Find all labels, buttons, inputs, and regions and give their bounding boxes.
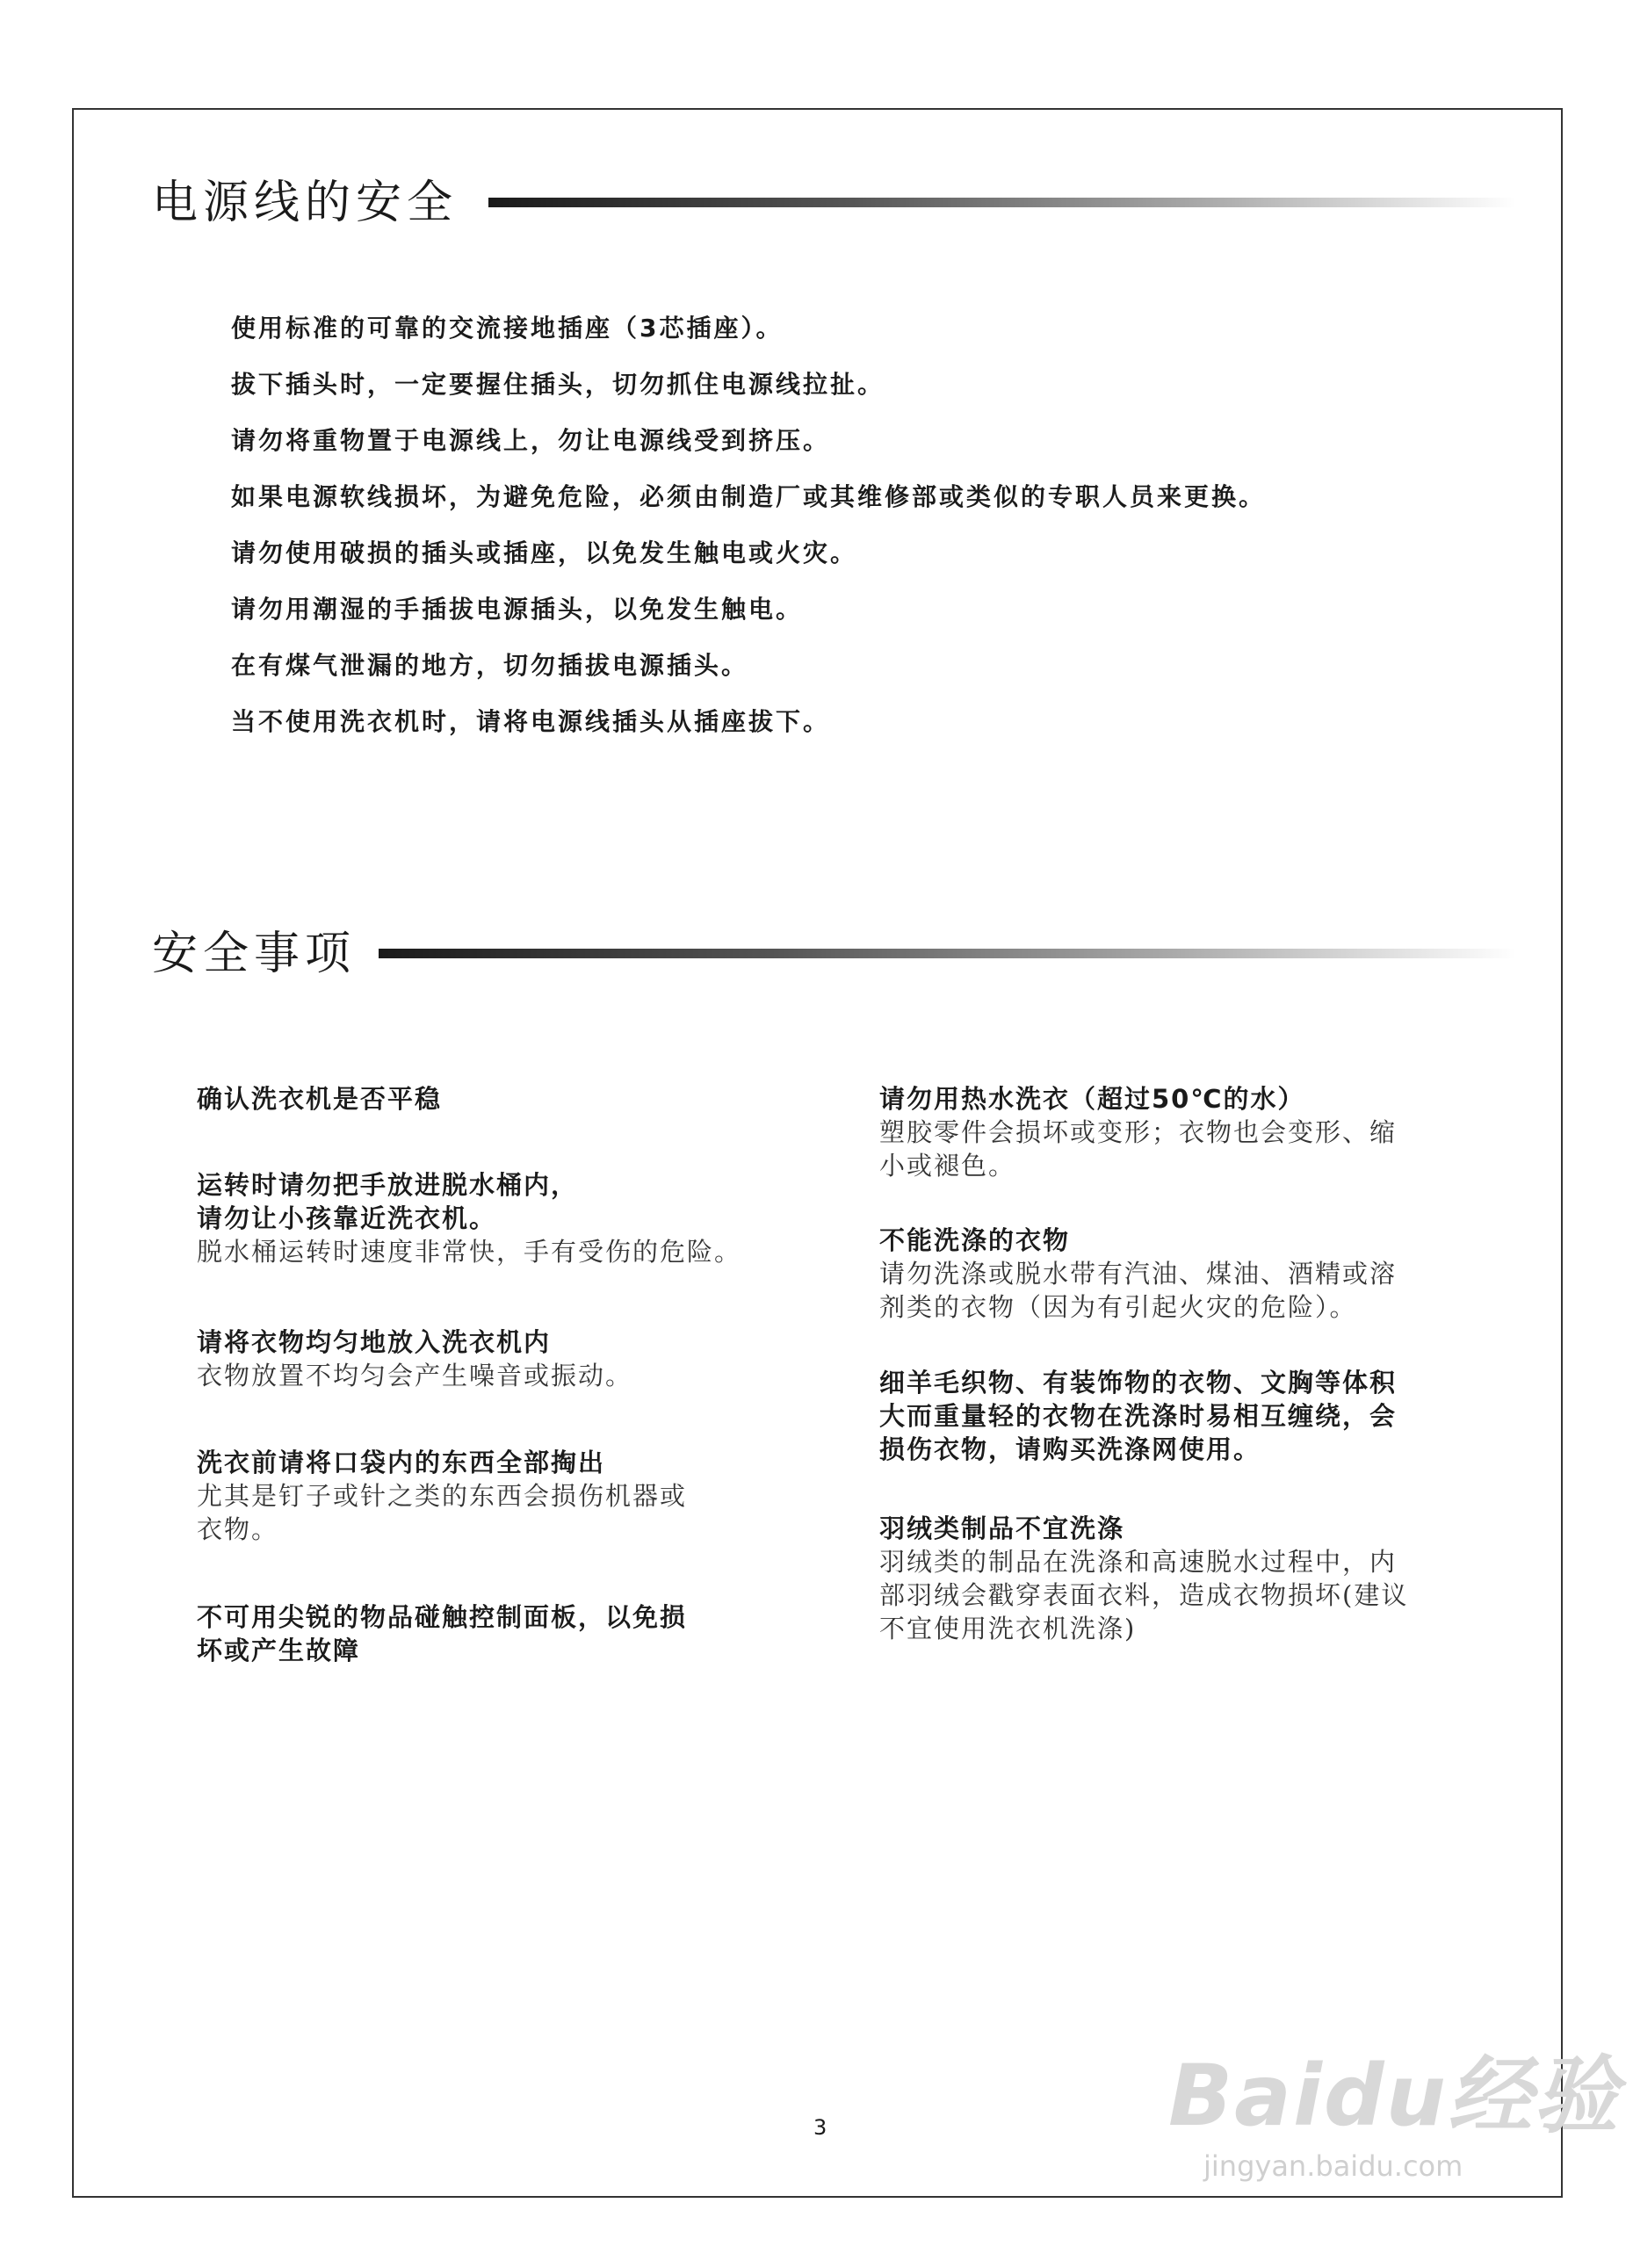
safety-note-title: 不能洗涤的衣物 bbox=[879, 1225, 1071, 1255]
safety-note-title: 羽绒类制品不宜洗涤 bbox=[879, 1513, 1125, 1543]
list-item: 请勿用潮湿的手插拔电源插头，以免发生触电。 bbox=[231, 595, 804, 624]
safety-note-description: 不宜使用洗衣机洗涤) bbox=[879, 1614, 1137, 1643]
safety-note-title: 请勿让小孩靠近洗衣机。 bbox=[197, 1203, 497, 1233]
list-item: 请勿将重物置于电源线上，勿让电源线受到挤压。 bbox=[231, 426, 831, 455]
list-item: 在有煤气泄漏的地方，切勿插拔电源插头。 bbox=[231, 651, 749, 680]
section-title-safety: 安全事项 bbox=[152, 928, 357, 980]
safety-note bbox=[197, 1082, 803, 1116]
safety-note-description: 部羽绒会戳穿表面衣料，造成衣物损坏(建议 bbox=[879, 1580, 1409, 1610]
safety-note-description: 剂类的衣物（因为有引起火灾的危险）。 bbox=[879, 1292, 1357, 1322]
heading-divider-bar bbox=[488, 198, 1516, 207]
safety-note-title: 坏或产生故障 bbox=[197, 1636, 361, 1665]
safety-note bbox=[879, 1512, 1485, 1645]
safety-note-title: 损伤衣物，请购买洗涤网使用。 bbox=[879, 1434, 1261, 1464]
safety-note-description: 请勿洗涤或脱水带有汽油、煤油、酒精或溶 bbox=[879, 1259, 1398, 1289]
safety-note-title: 确认洗衣机是否平稳 bbox=[197, 1084, 443, 1114]
list-item: 拔下插头时，一定要握住插头，切勿抓住电源线拉扯。 bbox=[231, 370, 885, 399]
safety-note bbox=[879, 1224, 1485, 1324]
baidu-jingyan-watermark bbox=[1168, 2029, 1620, 2183]
list-item: 如果电源软线损坏，为避免危险，必须由制造厂或其维修部或类似的专职人员来更换。 bbox=[231, 482, 1267, 511]
safety-note-description: 脱水桶运转时速度非常快，手有受伤的危险。 bbox=[197, 1237, 742, 1267]
page-number: 3 bbox=[813, 2115, 827, 2140]
safety-note-title: 细羊毛织物、有装饰物的衣物、文胸等体积 bbox=[879, 1368, 1398, 1398]
heading-divider-bar bbox=[379, 949, 1516, 958]
safety-note bbox=[879, 1366, 1485, 1466]
safety-note-description: 小或褪色。 bbox=[879, 1151, 1016, 1181]
watermark-logo: Baidu经验 bbox=[1168, 2047, 1620, 2145]
safety-note bbox=[879, 1082, 1485, 1182]
safety-note bbox=[197, 1168, 803, 1268]
safety-note bbox=[197, 1325, 803, 1392]
section-title-power-cord: 电源线的安全 bbox=[152, 177, 459, 229]
safety-note-description: 衣物。 bbox=[197, 1514, 279, 1544]
safety-note-description: 羽绒类的制品在洗涤和高速脱水过程中，内 bbox=[879, 1547, 1398, 1577]
safety-note-title: 大而重量轻的衣物在洗涤时易相互缠绕，会 bbox=[879, 1401, 1398, 1431]
power-cord-safety-list bbox=[231, 300, 1266, 750]
safety-note-description: 衣物放置不均匀会产生噪音或振动。 bbox=[197, 1361, 633, 1390]
safety-note-title: 请将衣物均匀地放入洗衣机内 bbox=[197, 1327, 552, 1357]
safety-note bbox=[197, 1600, 803, 1667]
safety-note-title: 运转时请勿把手放进脱水桶内， bbox=[197, 1170, 579, 1200]
safety-note-title: 洗衣前请将口袋内的东西全部掏出 bbox=[197, 1448, 606, 1477]
safety-note-title: 不可用尖锐的物品碰触控制面板，以免损 bbox=[197, 1602, 688, 1632]
safety-note bbox=[197, 1446, 803, 1546]
list-item: 使用标准的可靠的交流接地插座（3芯插座）。 bbox=[231, 314, 784, 343]
list-item: 当不使用洗衣机时，请将电源线插头从插座拔下。 bbox=[231, 707, 831, 736]
list-item: 请勿使用破损的插头或插座，以免发生触电或火灾。 bbox=[231, 538, 858, 567]
safety-note-description: 尤其是钉子或针之类的东西会损伤机器或 bbox=[197, 1481, 688, 1511]
safety-note-title: 请勿用热水洗衣（超过50℃的水） bbox=[879, 1084, 1305, 1114]
watermark-url: jingyan.baidu.com bbox=[1203, 2149, 1463, 2183]
safety-note-description: 塑胶零件会损坏或变形；衣物也会变形、缩 bbox=[879, 1117, 1398, 1147]
